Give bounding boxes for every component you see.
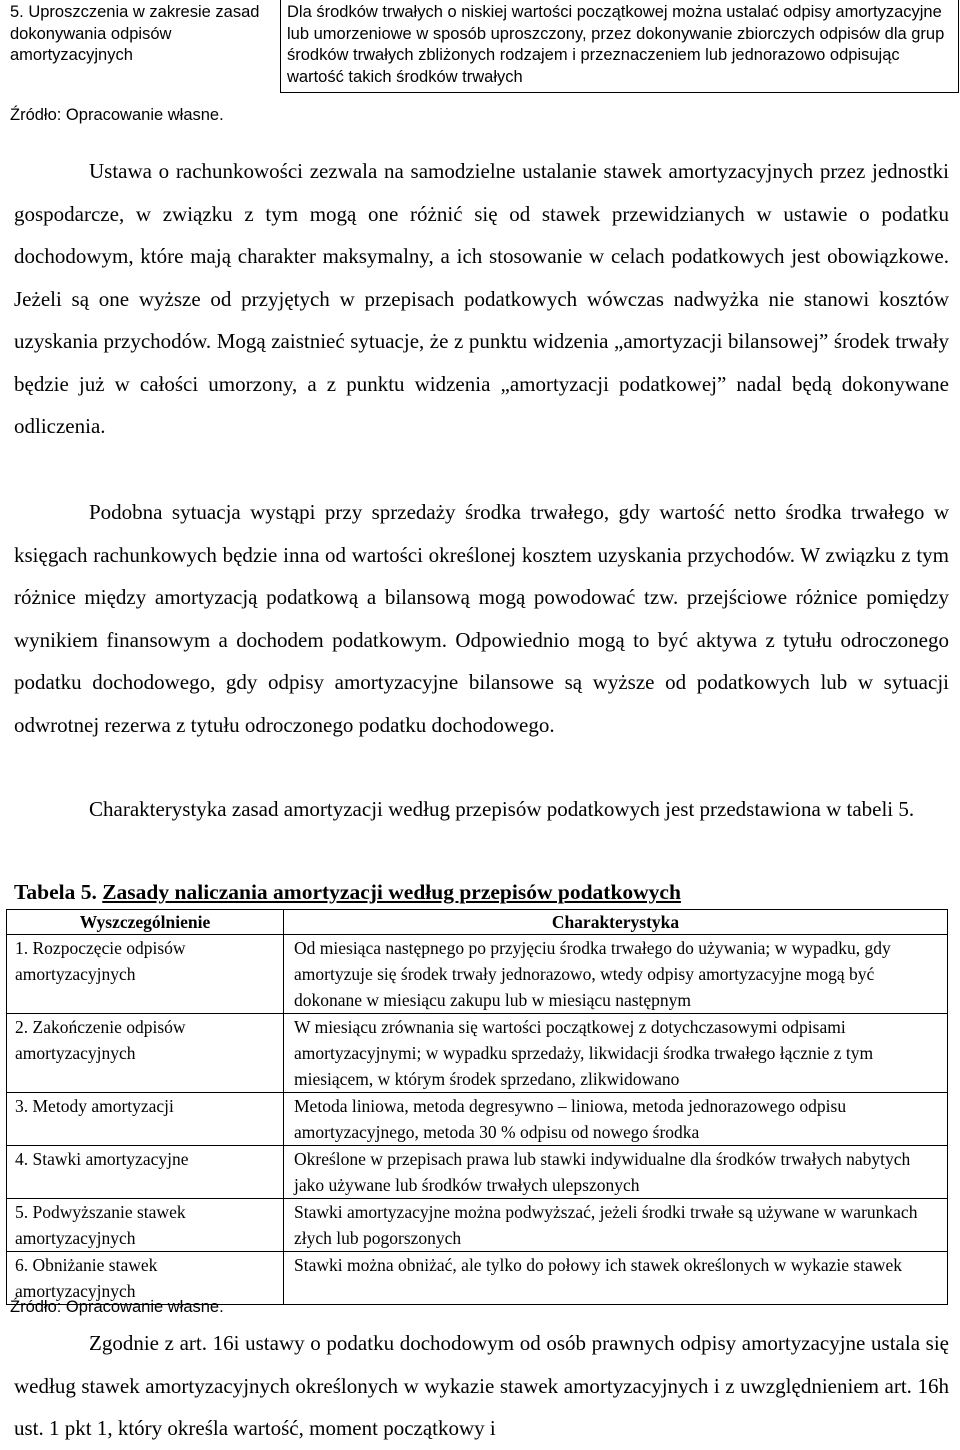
table-row — [7, 1252, 948, 1305]
table-cell-item: 4. Stawki amortyzacyjne — [7, 1146, 284, 1199]
table-cell-description: Stawki amortyzacyjne można podwyższać, jeżeli środki trwałe są używane w warunkach złych lub pogorszonych — [284, 1199, 948, 1252]
table-cell-item: 3. Metody amortyzacji — [7, 1093, 284, 1146]
depreciation-rules-table — [6, 909, 948, 1305]
previous-table-fragment — [4, 0, 959, 93]
table-header-row — [7, 910, 948, 935]
table-row — [7, 1093, 948, 1146]
table-row — [4, 0, 959, 93]
paragraph-text: Podobna sytuacja wystąpi przy sprzedaży środka trwałego, gdy wartość netto środka trwałego w księgach rachunkowych będzie inna od wartości określonej kosztem uzyskania przychodów. W związku z tym różnice między amortyzacją podatkową a bilansową mogą powodować tzw. przejściowe różnice pomiędzy wynikiem finansowym a dochodem podatkowym. Odpowiednio mogą to być aktywa z tytułu odroczonego podatku dochodowego, gdy odpisy amortyzacyjne bilansowe są wyższe od podatkowych lub w sytuacji odwrotnej rezerwa z tytułu odroczonego podatku dochodowego. — [14, 500, 949, 737]
table-cell-description: Dla środków trwałych o niskiej wartości początkowej można ustalać odpisy amortyzacyjne lub umorzeniowe w sposób uproszczony, przez dokonywanie zbiorczych odpisów dla grup środków trwałych zbliżonych rodzajem i przeznaczeniem lub jednorazowo odpisując wartość takich środków trwałych — [281, 0, 959, 93]
column-header-characteristics: Charakterystyka — [284, 910, 948, 935]
table-caption: Zasady naliczania amortyzacji według przepisów podatkowych — [102, 880, 681, 904]
table-cell-item: 1. Rozpoczęcie odpisów amortyzacyjnych — [7, 935, 284, 1014]
table-cell-description: Określone w przepisach prawa lub stawki indywidualne dla środków trwałych nabytych jako używane lub środków trwałych ulepszonych — [284, 1146, 948, 1199]
table-cell-description: W miesiącu zrównania się wartości początkowej z dotychczasowymi odpisami amortyzacyjnymi; w wypadku sprzedaży, likwidacji środka trwałego łącznie z tym miesiącem, w którym środek sprzedano, zlikwidowano — [284, 1014, 948, 1093]
table-cell-description: Stawki można obniżać, ale tylko do połowy ich stawek określonych w wykazie stawek — [284, 1252, 948, 1305]
source-note: Źródło: Opracowanie własne. — [10, 1298, 224, 1316]
table-row — [7, 935, 948, 1014]
table-cell-item: 5. Uproszczenia w zakresie zasad dokonywania odpisów amortyzacyjnych — [4, 0, 281, 93]
paragraph-text: Charakterystyka zasad amortyzacji według przepisów podatkowych jest przedstawiona w tabeli 5. — [89, 797, 915, 821]
body-paragraph — [14, 1322, 949, 1450]
table-cell-item: 5. Podwyższanie stawek amortyzacyjnych — [7, 1199, 284, 1252]
table-number: Tabela 5. — [14, 880, 97, 904]
column-header-item: Wyszczególnienie — [7, 910, 284, 935]
body-paragraph — [14, 788, 949, 831]
table-cell-description: Metoda liniowa, metoda degresywno – liniowa, metoda jednorazowego odpisu amortyzacyjnego, metoda 30 % odpisu od nowego środka — [284, 1093, 948, 1146]
source-note: Źródło: Opracowanie własne. — [10, 106, 224, 124]
table-cell-description: Od miesiąca następnego po przyjęciu środka trwałego do używania; w wypadku, gdy amortyzuje się środek trwały jednorazowo, wtedy odpisy amortyzacyjne mogą być dokonane w miesiącu zakupu lub w miesiącu następnym — [284, 935, 948, 1014]
table-cell-item: 6. Obniżanie stawek amortyzacyjnych — [7, 1252, 284, 1305]
body-paragraph — [14, 150, 949, 448]
table-cell-item: 2. Zakończenie odpisów amortyzacyjnych — [7, 1014, 284, 1093]
table-row — [7, 1014, 948, 1093]
body-paragraph — [14, 491, 949, 746]
table-row — [7, 1199, 948, 1252]
paragraph-text: Zgodnie z art. 16i ustawy o podatku dochodowym od osób prawnych odpisy amortyzacyjne ustala się według stawek amortyzacyjnych określonych w wykazie stawek amortyzacyjnych i z uwzględnieniem art. 16h ust. 1 pkt 1, który określa wartość, moment początkowy i — [14, 1331, 949, 1440]
paragraph-text: Ustawa o rachunkowości zezwala na samodzielne ustalanie stawek amortyzacyjnych przez jednostki gospodarcze, w związku z tym mogą one różnić się od stawek przewidzianych w ustawie o podatku dochodowym, które mają charakter maksymalny, a ich stosowanie w celach podatkowych jest obowiązkowe. Jeżeli są one wyższe od przyjętych w przepisach podatkowych wówczas nadwyżka nie stanowi kosztów uzyskania przychodów. Mogą zaistnieć sytuacje, że z punktu widzenia „amortyzacji bilansowej” środek trwały będzie już w całości umorzony, a z punktu widzenia „amortyzacji podatkowej” nadal będą dokonywane odliczenia. — [14, 159, 949, 438]
table-row — [7, 1146, 948, 1199]
table-title — [14, 880, 681, 905]
